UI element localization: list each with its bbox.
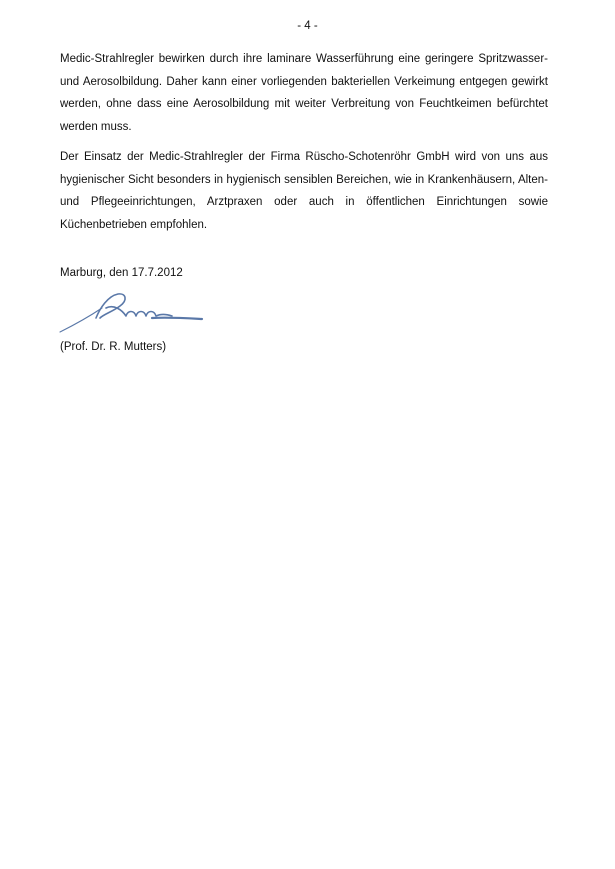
body-paragraph-1: Medic-Strahlregler bewirken durch ihre laminare Wasserführung eine geringere Spritzwasser- und Aerosolbildung. Daher kann einer vorliegenden bakteriellen Verkeimung entgegen gewirkt werden, ohne dass eine Aerosolbildung mit weiter Verbreitung von Feuchtkeimen befürchtet werden muss. <box>60 53 548 133</box>
handwritten-signature <box>56 288 216 336</box>
body-paragraph-2: Der Einsatz der Medic-Strahlregler der Firma Rüscho-Schotenröhr GmbH wird von uns aus hygienischer Sicht besonders in hygienisch sensiblen Bereichen, wie in Krankenhäusern, Alten- und Pflegeeinrichtungen, Arztpraxen oder auch in öffentlichen Einrichtungen sowie Küchenbetrieben empfohlen. <box>60 151 548 231</box>
place-and-date: Marburg, den 17.7.2012 <box>60 267 183 279</box>
page-number: - 4 - <box>297 20 318 32</box>
signatory-name: (Prof. Dr. R. Mutters) <box>60 341 167 353</box>
